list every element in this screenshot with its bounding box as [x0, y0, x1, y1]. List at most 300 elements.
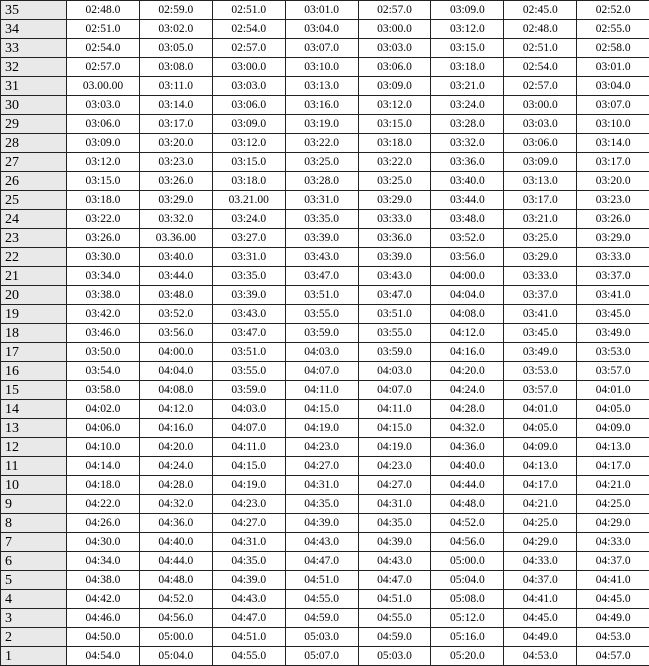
table-cell: 04:41.0 [577, 571, 649, 590]
table-cell: 03:03.0 [67, 96, 140, 115]
table-cell: 04:54.0 [67, 647, 140, 666]
row-level-label: 13 [1, 419, 67, 438]
table-cell: 03:17.0 [139, 115, 212, 134]
table-cell: 04:43.0 [358, 552, 431, 571]
row-level-label: 32 [1, 58, 67, 77]
table-cell: 03:00.0 [504, 96, 577, 115]
table-cell: 04:03.0 [285, 343, 358, 362]
table-cell: 02:51.0 [212, 1, 285, 20]
table-cell: 03:06.0 [504, 134, 577, 153]
table-cell: 03:51.0 [212, 343, 285, 362]
table-cell: 05:20.0 [431, 647, 504, 666]
table-cell: 03:25.0 [358, 172, 431, 191]
table-cell: 04:06.0 [67, 419, 140, 438]
table-cell: 04:24.0 [139, 457, 212, 476]
table-row [1, 457, 649, 476]
table-cell: 03:06.0 [358, 58, 431, 77]
table-cell: 04:04.0 [431, 286, 504, 305]
table-row [1, 381, 649, 400]
table-cell: 03:14.0 [577, 134, 649, 153]
table-cell: 03:21.0 [504, 210, 577, 229]
table-cell: 04:33.0 [577, 533, 649, 552]
table-cell: 02:55.0 [577, 20, 649, 39]
row-level-label: 5 [1, 571, 67, 590]
table-cell: 03:33.0 [358, 210, 431, 229]
table-cell: 03:20.0 [577, 172, 649, 191]
row-level-label: 11 [1, 457, 67, 476]
table-cell: 04:10.0 [67, 438, 140, 457]
row-level-label: 26 [1, 172, 67, 191]
table-cell: 04:48.0 [431, 495, 504, 514]
table-cell: 03:18.0 [358, 134, 431, 153]
row-level-label: 21 [1, 267, 67, 286]
table-cell: 03:41.0 [577, 286, 649, 305]
table-cell: 03:09.0 [431, 1, 504, 20]
table-cell: 02:57.0 [358, 1, 431, 20]
row-level-label: 1 [1, 647, 67, 666]
table-cell: 02:59.0 [139, 1, 212, 20]
table-cell: 03:24.0 [212, 210, 285, 229]
table-cell: 04:13.0 [577, 438, 649, 457]
table-row [1, 134, 649, 153]
table-cell: 03.21.00 [212, 191, 285, 210]
table-row [1, 552, 649, 571]
table-cell: 04:53.0 [577, 628, 649, 647]
table-cell: 04:31.0 [212, 533, 285, 552]
table-cell: 05:00.0 [431, 552, 504, 571]
table-cell: 03:33.0 [504, 267, 577, 286]
table-cell: 04:47.0 [285, 552, 358, 571]
table-cell: 04:00.0 [139, 343, 212, 362]
table-cell: 04:38.0 [67, 571, 140, 590]
table-cell: 03:51.0 [285, 286, 358, 305]
table-cell: 04:05.0 [577, 400, 649, 419]
table-cell: 03:22.0 [285, 134, 358, 153]
table-row [1, 267, 649, 286]
table-cell: 04:18.0 [67, 476, 140, 495]
table-cell: 04:27.0 [358, 476, 431, 495]
table-cell: 04:55.0 [358, 609, 431, 628]
table-row [1, 153, 649, 172]
table-row [1, 609, 649, 628]
table-cell: 03:39.0 [285, 229, 358, 248]
table-cell: 03:00.0 [212, 58, 285, 77]
row-level-label: 35 [1, 1, 67, 20]
table-cell: 04:08.0 [431, 305, 504, 324]
table-cell: 05:04.0 [431, 571, 504, 590]
table-cell: 03:39.0 [358, 248, 431, 267]
row-level-label: 16 [1, 362, 67, 381]
table-cell: 03:15.0 [67, 172, 140, 191]
table-row [1, 571, 649, 590]
table-cell: 03:25.0 [504, 229, 577, 248]
table-cell: 04:12.0 [139, 400, 212, 419]
table-cell: 03:43.0 [212, 305, 285, 324]
table-cell: 03:32.0 [139, 210, 212, 229]
table-cell: 03:03.0 [504, 115, 577, 134]
table-cell: 04:17.0 [577, 457, 649, 476]
table-row [1, 1, 649, 20]
table-cell: 04:16.0 [139, 419, 212, 438]
table-cell: 03:04.0 [285, 20, 358, 39]
table-cell: 03:45.0 [504, 324, 577, 343]
table-row [1, 590, 649, 609]
table-cell: 04:01.0 [504, 400, 577, 419]
table-cell: 03:08.0 [139, 58, 212, 77]
table-cell: 03:29.0 [577, 229, 649, 248]
table-cell: 04:24.0 [431, 381, 504, 400]
table-cell: 03:36.0 [431, 153, 504, 172]
table-cell: 04:11.0 [212, 438, 285, 457]
table-cell: 04:51.0 [212, 628, 285, 647]
table-cell: 02:58.0 [577, 39, 649, 58]
table-row [1, 533, 649, 552]
table-cell: 03:13.0 [504, 172, 577, 191]
table-cell: 03:36.0 [358, 229, 431, 248]
table-cell: 04:43.0 [212, 590, 285, 609]
table-cell: 04:56.0 [139, 609, 212, 628]
table-row [1, 400, 649, 419]
table-cell: 03:26.0 [139, 172, 212, 191]
table-row [1, 210, 649, 229]
table-cell: 03:23.0 [139, 153, 212, 172]
table-cell: 04:08.0 [139, 381, 212, 400]
table-cell: 02:57.0 [212, 39, 285, 58]
table-cell: 04:19.0 [358, 438, 431, 457]
table-cell: 03:56.0 [139, 324, 212, 343]
table-cell: 04:40.0 [431, 457, 504, 476]
table-cell: 03:48.0 [139, 286, 212, 305]
table-cell: 03:21.0 [431, 77, 504, 96]
table-cell: 04:34.0 [67, 552, 140, 571]
table-cell: 04:19.0 [285, 419, 358, 438]
table-cell: 04:20.0 [431, 362, 504, 381]
table-cell: 04:52.0 [139, 590, 212, 609]
table-cell: 03:32.0 [431, 134, 504, 153]
row-level-label: 31 [1, 77, 67, 96]
table-cell: 04:30.0 [67, 533, 140, 552]
table-row [1, 58, 649, 77]
table-cell: 04:02.0 [67, 400, 140, 419]
row-level-label: 29 [1, 115, 67, 134]
table-cell: 03:44.0 [139, 267, 212, 286]
table-cell: 03:05.0 [139, 39, 212, 58]
row-level-label: 14 [1, 400, 67, 419]
table-cell: 04:11.0 [358, 400, 431, 419]
table-cell: 03:00.0 [358, 20, 431, 39]
table-cell: 03:29.0 [139, 191, 212, 210]
row-level-label: 22 [1, 248, 67, 267]
table-cell: 04:43.0 [285, 533, 358, 552]
table-row [1, 96, 649, 115]
table-cell: 04:15.0 [285, 400, 358, 419]
table-cell: 04:20.0 [139, 438, 212, 457]
table-cell: 03:01.0 [285, 1, 358, 20]
table-cell: 04:39.0 [212, 571, 285, 590]
table-row [1, 115, 649, 134]
row-level-label: 3 [1, 609, 67, 628]
table-cell: 02:48.0 [504, 20, 577, 39]
table-cell: 03:31.0 [212, 248, 285, 267]
table-cell: 04:12.0 [431, 324, 504, 343]
table-cell: 03:15.0 [431, 39, 504, 58]
table-cell: 03:18.0 [67, 191, 140, 210]
table-cell: 03:09.0 [67, 134, 140, 153]
table-cell: 04:26.0 [67, 514, 140, 533]
table-cell: 04:52.0 [431, 514, 504, 533]
table-cell: 03:38.0 [67, 286, 140, 305]
table-row [1, 419, 649, 438]
table-cell: 03:55.0 [358, 324, 431, 343]
table-cell: 05:07.0 [285, 647, 358, 666]
table-cell: 03:40.0 [431, 172, 504, 191]
table-cell: 03:44.0 [431, 191, 504, 210]
table-row [1, 628, 649, 647]
table-cell: 04:51.0 [358, 590, 431, 609]
table-cell: 03:49.0 [577, 324, 649, 343]
table-cell: 04:37.0 [577, 552, 649, 571]
table-cell: 04:27.0 [285, 457, 358, 476]
table-cell: 04:00.0 [431, 267, 504, 286]
table-cell: 04:39.0 [285, 514, 358, 533]
table-cell: 04:50.0 [67, 628, 140, 647]
table-row [1, 343, 649, 362]
table-cell: 04:44.0 [431, 476, 504, 495]
table-cell: 04:49.0 [577, 609, 649, 628]
table-cell: 03.36.00 [139, 229, 212, 248]
table-cell: 03:52.0 [139, 305, 212, 324]
table-cell: 02:54.0 [504, 58, 577, 77]
table-cell: 03:57.0 [504, 381, 577, 400]
table-row [1, 324, 649, 343]
table-cell: 03:22.0 [358, 153, 431, 172]
table-row [1, 362, 649, 381]
table-cell: 03:28.0 [431, 115, 504, 134]
table-cell: 03:57.0 [577, 362, 649, 381]
table-cell: 03:37.0 [504, 286, 577, 305]
row-level-label: 25 [1, 191, 67, 210]
table-row [1, 229, 649, 248]
table-cell: 03:07.0 [577, 96, 649, 115]
row-level-label: 34 [1, 20, 67, 39]
table-cell: 03:59.0 [212, 381, 285, 400]
table-cell: 03:58.0 [67, 381, 140, 400]
table-cell: 03:47.0 [212, 324, 285, 343]
table-cell: 03:12.0 [431, 20, 504, 39]
table-cell: 04:21.0 [577, 476, 649, 495]
row-level-label: 15 [1, 381, 67, 400]
table-cell: 04:07.0 [212, 419, 285, 438]
table-cell: 03:18.0 [212, 172, 285, 191]
row-level-label: 6 [1, 552, 67, 571]
table-cell: 04:37.0 [504, 571, 577, 590]
table-cell: 04:07.0 [358, 381, 431, 400]
table-cell: 04:47.0 [358, 571, 431, 590]
row-level-label: 12 [1, 438, 67, 457]
table-cell: 03:59.0 [285, 324, 358, 343]
table-cell: 03:10.0 [577, 115, 649, 134]
table-cell: 03:06.0 [212, 96, 285, 115]
table-cell: 03:06.0 [67, 115, 140, 134]
table-cell: 04:40.0 [139, 533, 212, 552]
table-row [1, 248, 649, 267]
table-cell: 04:03.0 [212, 400, 285, 419]
table-cell: 04:36.0 [139, 514, 212, 533]
table-cell: 04:13.0 [504, 457, 577, 476]
table-cell: 03:26.0 [67, 229, 140, 248]
table-cell: 05:12.0 [431, 609, 504, 628]
row-level-label: 9 [1, 495, 67, 514]
table-cell: 02:45.0 [504, 1, 577, 20]
table-cell: 03:47.0 [358, 286, 431, 305]
table-cell: 03.00.00 [67, 77, 140, 96]
table-cell: 03:29.0 [358, 191, 431, 210]
table-cell: 04:29.0 [577, 514, 649, 533]
table-cell: 02:48.0 [67, 1, 140, 20]
table-cell: 04:32.0 [431, 419, 504, 438]
row-level-label: 24 [1, 210, 67, 229]
table-cell: 02:57.0 [504, 77, 577, 96]
table-row [1, 77, 649, 96]
table-cell: 03:09.0 [212, 115, 285, 134]
table-cell: 03:20.0 [139, 134, 212, 153]
table-cell: 04:41.0 [504, 590, 577, 609]
table-cell: 03:54.0 [67, 362, 140, 381]
table-cell: 03:33.0 [577, 248, 649, 267]
table-cell: 04:25.0 [504, 514, 577, 533]
table-cell: 03:34.0 [67, 267, 140, 286]
table-cell: 03:07.0 [285, 39, 358, 58]
table-cell: 04:09.0 [577, 419, 649, 438]
table-cell: 04:45.0 [577, 590, 649, 609]
table-cell: 02:52.0 [577, 1, 649, 20]
table-cell: 03:59.0 [358, 343, 431, 362]
table-cell: 02:57.0 [67, 58, 140, 77]
table-cell: 03:53.0 [577, 343, 649, 362]
table-cell: 04:35.0 [358, 514, 431, 533]
table-row [1, 438, 649, 457]
table-cell: 03:12.0 [358, 96, 431, 115]
table-cell: 03:15.0 [212, 153, 285, 172]
table-cell: 03:23.0 [577, 191, 649, 210]
table-cell: 04:51.0 [285, 571, 358, 590]
table-cell: 04:31.0 [285, 476, 358, 495]
table-cell: 04:36.0 [431, 438, 504, 457]
table-cell: 03:37.0 [577, 267, 649, 286]
table-cell: 03:04.0 [577, 77, 649, 96]
table-cell: 04:56.0 [431, 533, 504, 552]
table-cell: 04:29.0 [504, 533, 577, 552]
table-cell: 04:32.0 [139, 495, 212, 514]
table-cell: 03:19.0 [285, 115, 358, 134]
table-cell: 03:03.0 [358, 39, 431, 58]
table-cell: 03:45.0 [577, 305, 649, 324]
table-row [1, 495, 649, 514]
table-cell: 05:00.0 [139, 628, 212, 647]
table-cell: 03:43.0 [358, 267, 431, 286]
row-level-label: 19 [1, 305, 67, 324]
row-level-label: 8 [1, 514, 67, 533]
row-level-label: 2 [1, 628, 67, 647]
table-cell: 04:46.0 [67, 609, 140, 628]
table-cell: 04:48.0 [139, 571, 212, 590]
table-row [1, 191, 649, 210]
table-cell: 04:09.0 [504, 438, 577, 457]
table-cell: 03:30.0 [67, 248, 140, 267]
table-cell: 04:05.0 [504, 419, 577, 438]
table-cell: 04:47.0 [212, 609, 285, 628]
table-cell: 03:26.0 [577, 210, 649, 229]
table-cell: 04:35.0 [285, 495, 358, 514]
table-cell: 03:40.0 [139, 248, 212, 267]
table-cell: 04:57.0 [577, 647, 649, 666]
table-cell: 04:28.0 [431, 400, 504, 419]
row-level-label: 30 [1, 96, 67, 115]
table-cell: 04:55.0 [212, 647, 285, 666]
table-cell: 04:59.0 [285, 609, 358, 628]
table-cell: 04:23.0 [212, 495, 285, 514]
table-cell: 04:15.0 [212, 457, 285, 476]
table-cell: 03:55.0 [212, 362, 285, 381]
table-cell: 03:25.0 [285, 153, 358, 172]
table-cell: 04:53.0 [504, 647, 577, 666]
table-cell: 05:03.0 [358, 647, 431, 666]
table-cell: 03:43.0 [285, 248, 358, 267]
table-cell: 03:12.0 [212, 134, 285, 153]
table-cell: 03:12.0 [67, 153, 140, 172]
table-cell: 04:03.0 [358, 362, 431, 381]
row-level-label: 23 [1, 229, 67, 248]
table-row [1, 514, 649, 533]
table-cell: 03:01.0 [577, 58, 649, 77]
table-cell: 04:04.0 [139, 362, 212, 381]
table-cell: 03:17.0 [504, 191, 577, 210]
table-cell: 03:35.0 [212, 267, 285, 286]
table-cell: 03:14.0 [139, 96, 212, 115]
table-cell: 04:19.0 [212, 476, 285, 495]
table-cell: 02:51.0 [504, 39, 577, 58]
table-cell: 03:42.0 [67, 305, 140, 324]
table-cell: 03:13.0 [285, 77, 358, 96]
table-cell: 04:16.0 [431, 343, 504, 362]
table-cell: 04:59.0 [358, 628, 431, 647]
table-cell: 03:53.0 [504, 362, 577, 381]
table-cell: 04:23.0 [285, 438, 358, 457]
table-cell: 04:49.0 [504, 628, 577, 647]
table-cell: 05:04.0 [139, 647, 212, 666]
row-level-label: 7 [1, 533, 67, 552]
table-cell: 03:46.0 [67, 324, 140, 343]
table-cell: 03:27.0 [212, 229, 285, 248]
table-cell: 03:17.0 [577, 153, 649, 172]
table-cell: 04:17.0 [504, 476, 577, 495]
table-row [1, 647, 649, 666]
table-cell: 04:39.0 [358, 533, 431, 552]
table-cell: 03:10.0 [285, 58, 358, 77]
table-cell: 03:48.0 [431, 210, 504, 229]
table-cell: 02:54.0 [212, 20, 285, 39]
table-cell: 03:15.0 [358, 115, 431, 134]
table-cell: 04:23.0 [358, 457, 431, 476]
table-cell: 03:09.0 [358, 77, 431, 96]
table-cell: 03:11.0 [139, 77, 212, 96]
table-cell: 03:41.0 [504, 305, 577, 324]
table-cell: 02:54.0 [67, 39, 140, 58]
table-cell: 03:28.0 [285, 172, 358, 191]
table-row [1, 20, 649, 39]
table-row [1, 476, 649, 495]
table-cell: 03:24.0 [431, 96, 504, 115]
